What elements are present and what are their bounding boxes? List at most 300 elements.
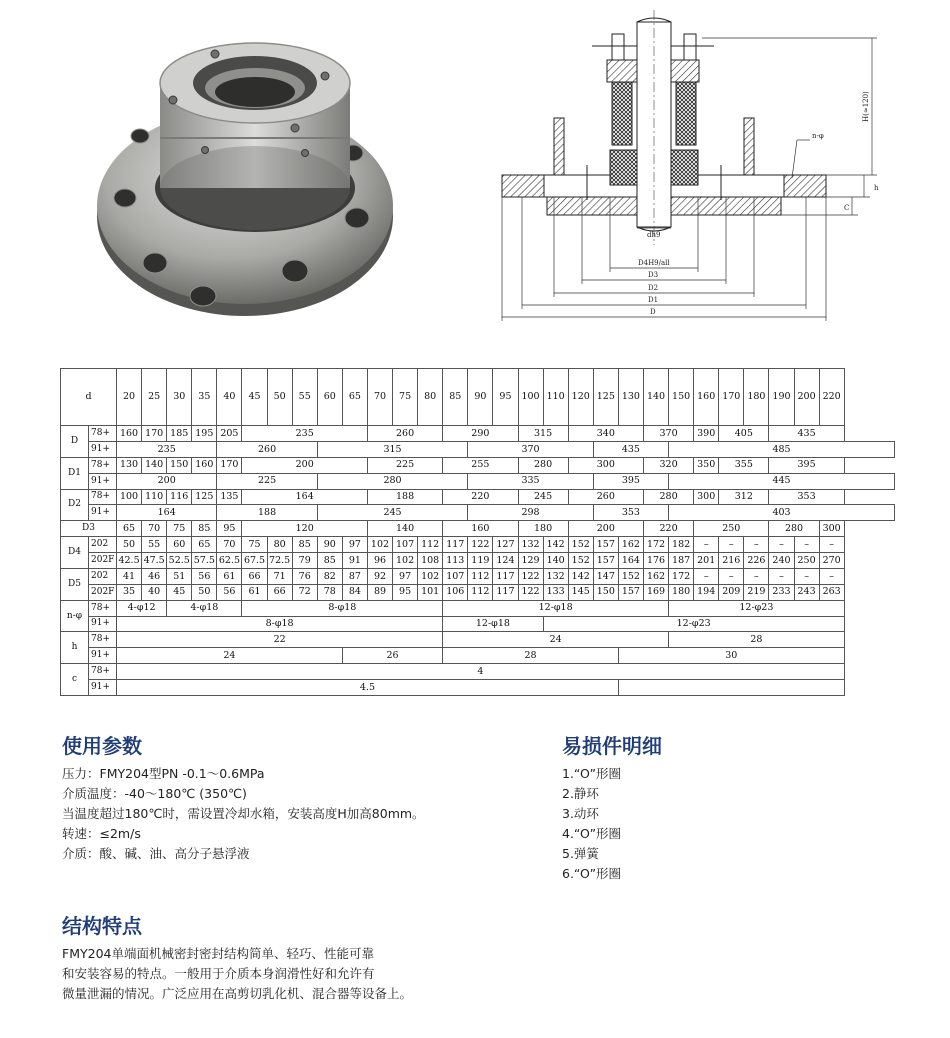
- table-cell: 110: [142, 489, 167, 505]
- label-d1: D1: [648, 296, 659, 304]
- table-cell: 24: [117, 648, 343, 664]
- header-cell: 125: [593, 369, 618, 426]
- header-cell: 80: [418, 369, 443, 426]
- table-cell: 107: [393, 537, 418, 553]
- table-cell: 150: [167, 457, 192, 473]
- table-cell: 157: [593, 537, 618, 553]
- table-cell: 180: [669, 584, 694, 600]
- table-cell: 67.5: [242, 553, 267, 569]
- cross-section-drawing: [492, 10, 892, 328]
- table-cell: 390: [694, 426, 719, 442]
- table-cell: 45: [167, 584, 192, 600]
- label-d: D: [650, 308, 656, 316]
- table-cell: 435: [593, 441, 668, 457]
- table-cell: 12-φ23: [543, 616, 844, 632]
- table-cell: 147: [593, 568, 618, 584]
- table-cell: 127: [493, 537, 518, 553]
- table-cell: 315: [518, 426, 568, 442]
- table-cell: 75: [242, 537, 267, 553]
- table-cell: 28: [443, 648, 619, 664]
- table-cell: 145: [568, 584, 593, 600]
- table-cell: 140: [367, 521, 442, 537]
- table-cell: 4.5: [117, 680, 619, 696]
- row-label: h: [61, 632, 89, 664]
- row-label: D: [61, 426, 89, 458]
- table-cell: 42.5: [117, 553, 142, 569]
- table-cell: 260: [568, 489, 643, 505]
- table-cell: 298: [468, 505, 593, 521]
- wear-part-item: 4.“O”形圈: [562, 826, 622, 841]
- table-cell: 50: [192, 584, 217, 600]
- table-cell: 315: [317, 441, 468, 457]
- header-cell: 70: [367, 369, 392, 426]
- table-cell: 125: [192, 489, 217, 505]
- header-cell: 35: [192, 369, 217, 426]
- table-cell: 117: [443, 537, 468, 553]
- table-cell: 201: [694, 553, 719, 569]
- table-cell: 205: [217, 426, 242, 442]
- table-cell: 4-φ18: [167, 600, 242, 616]
- table-cell: 160: [192, 457, 217, 473]
- table-header-row: [61, 369, 895, 426]
- table-cell: 117: [493, 568, 518, 584]
- table-row: [61, 521, 895, 537]
- table-cell: 340: [568, 426, 643, 442]
- label-dh9: dh9: [647, 231, 661, 239]
- row-label: D4: [61, 537, 89, 569]
- label-H: H(≈120): [862, 91, 870, 122]
- table-cell: 122: [518, 584, 543, 600]
- table-cell: 122: [518, 568, 543, 584]
- row-sublabel: 91+: [89, 616, 117, 632]
- table-cell: 140: [543, 553, 568, 569]
- header-cell: 100: [518, 369, 543, 426]
- table-cell: 142: [543, 537, 568, 553]
- usage-list: [62, 764, 425, 864]
- table-cell: 57.5: [192, 553, 217, 569]
- structure-line: FMY204单端面机械密封密封结构简单、轻巧、性能可靠: [62, 946, 374, 961]
- header-cell: 50: [267, 369, 292, 426]
- table-cell: 164: [242, 489, 367, 505]
- table-cell: 245: [518, 489, 568, 505]
- table-cell: 250: [794, 553, 819, 569]
- table-cell: 225: [217, 473, 317, 489]
- table-cell: 87: [342, 568, 367, 584]
- wear-part-item: 1.“O”形圈: [562, 766, 622, 781]
- table-cell: 370: [643, 426, 693, 442]
- table-cell: 250: [694, 521, 769, 537]
- table-row: [61, 648, 895, 664]
- table-cell: 172: [669, 568, 694, 584]
- table-cell: 280: [518, 457, 568, 473]
- row-sublabel: 91+: [89, 680, 117, 696]
- table-cell: 22: [117, 632, 443, 648]
- wear-part-item: 5.弹簧: [562, 846, 599, 861]
- label-d2: D2: [648, 284, 659, 292]
- header-cell: 55: [292, 369, 317, 426]
- table-cell: 405: [719, 426, 769, 442]
- row-sublabel: 202F: [89, 553, 117, 569]
- table-cell: 395: [593, 473, 668, 489]
- wear-parts-list: [562, 764, 621, 884]
- table-cell: 120: [242, 521, 367, 537]
- table-cell: 113: [443, 553, 468, 569]
- row-sublabel: 78+: [89, 489, 117, 505]
- table-cell: 51: [167, 568, 192, 584]
- table-cell: 142: [568, 568, 593, 584]
- table-cell: 106: [443, 584, 468, 600]
- table-cell: 300: [819, 521, 844, 537]
- table-cell: 270: [819, 553, 844, 569]
- table-row: [61, 664, 895, 680]
- header-cell: 170: [719, 369, 744, 426]
- table-cell: 255: [443, 457, 518, 473]
- table-cell: 52.5: [167, 553, 192, 569]
- spec-table-body: [61, 369, 895, 696]
- table-row: [61, 584, 895, 600]
- table-cell: 435: [769, 426, 844, 442]
- table-cell: 96: [367, 553, 392, 569]
- product-photo: [95, 38, 425, 323]
- header-cell: 25: [142, 369, 167, 426]
- table-cell: 132: [543, 568, 568, 584]
- table-cell: 445: [669, 473, 895, 489]
- table-cell: 162: [643, 568, 668, 584]
- table-cell: 102: [393, 553, 418, 569]
- row-sublabel: 91+: [89, 505, 117, 521]
- table-cell: 4-φ12: [117, 600, 167, 616]
- table-cell: 194: [694, 584, 719, 600]
- table-row: [61, 600, 895, 616]
- table-cell: 66: [267, 584, 292, 600]
- table-row: [61, 568, 895, 584]
- table-cell: 320: [643, 457, 693, 473]
- structure-line: 和安装容易的特点。一般用于介质本身润滑性好和允许有: [62, 966, 375, 981]
- header-cell: 65: [342, 369, 367, 426]
- header-cell: 160: [694, 369, 719, 426]
- table-cell: 176: [643, 553, 668, 569]
- row-sublabel: 91+: [89, 473, 117, 489]
- table-cell: 200: [568, 521, 643, 537]
- table-cell: 235: [242, 426, 367, 442]
- table-cell: 355: [719, 457, 769, 473]
- table-cell: –: [819, 537, 844, 553]
- table-cell: 46: [142, 568, 167, 584]
- usage-title: 使用参数: [62, 734, 142, 758]
- table-cell: 65: [192, 537, 217, 553]
- table-cell: 260: [217, 441, 317, 457]
- table-cell: 116: [167, 489, 192, 505]
- table-cell: 129: [518, 553, 543, 569]
- structure-line: 微量泄漏的情况。广泛应用在高剪切乳化机、混合器等设备上。: [62, 986, 413, 1001]
- table-cell: 187: [669, 553, 694, 569]
- table-cell: 41: [117, 568, 142, 584]
- usage-line: 压力：FMY204型PN -0.1～0.6MPa: [62, 766, 265, 781]
- table-cell: 157: [593, 553, 618, 569]
- table-cell: 61: [217, 568, 242, 584]
- table-cell: 353: [593, 505, 668, 521]
- table-cell: 245: [317, 505, 468, 521]
- table-cell: 8-φ18: [117, 616, 443, 632]
- table-cell: –: [744, 537, 769, 553]
- table-cell: 395: [769, 457, 844, 473]
- table-cell: 312: [719, 489, 769, 505]
- header-cell: 130: [618, 369, 643, 426]
- table-cell: 300: [568, 457, 643, 473]
- table-cell: 200: [242, 457, 367, 473]
- row-sublabel: 91+: [89, 648, 117, 664]
- table-cell: 240: [769, 553, 794, 569]
- table-cell: 56: [217, 584, 242, 600]
- row-sublabel: 78+: [89, 600, 117, 616]
- table-cell: 180: [518, 521, 568, 537]
- row-label: D5: [61, 568, 89, 600]
- spec-table: [60, 368, 895, 696]
- usage-line: 转速：≤2m/s: [62, 826, 141, 841]
- wear-part-item: 6.“O”形圈: [562, 866, 622, 881]
- table-cell: –: [694, 537, 719, 553]
- table-cell: 335: [468, 473, 593, 489]
- table-cell: 55: [142, 537, 167, 553]
- header-cell: 180: [744, 369, 769, 426]
- table-cell: 170: [142, 426, 167, 442]
- table-cell: 108: [418, 553, 443, 569]
- table-cell: 157: [618, 584, 643, 600]
- header-cell: 85: [443, 369, 468, 426]
- table-row: [61, 632, 895, 648]
- table-cell: 290: [443, 426, 518, 442]
- header-cell: 120: [568, 369, 593, 426]
- table-cell: 160: [443, 521, 518, 537]
- table-row: [61, 489, 895, 505]
- table-cell: 4: [117, 664, 845, 680]
- table-cell: –: [769, 537, 794, 553]
- table-cell: 40: [142, 584, 167, 600]
- row-label: D3: [61, 521, 117, 537]
- table-cell: 89: [367, 584, 392, 600]
- table-cell: 119: [468, 553, 493, 569]
- table-cell: 170: [217, 457, 242, 473]
- table-cell: 219: [744, 584, 769, 600]
- wear-part-item: 2.静环: [562, 786, 599, 801]
- header-cell: 95: [493, 369, 518, 426]
- row-sublabel: 202: [89, 537, 117, 553]
- table-cell: 220: [643, 521, 693, 537]
- table-cell: 12-φ18: [443, 616, 543, 632]
- usage-line: 介质：酸、碱、油、高分子悬浮液: [62, 846, 250, 861]
- row-label: D2: [61, 489, 89, 521]
- table-cell: –: [819, 568, 844, 584]
- structure-text: [62, 944, 412, 1004]
- label-h: h: [874, 184, 879, 192]
- table-cell: 95: [393, 584, 418, 600]
- table-cell: 185: [167, 426, 192, 442]
- table-cell: 188: [217, 505, 317, 521]
- header-cell: 110: [543, 369, 568, 426]
- table-cell: 90: [317, 537, 342, 553]
- table-cell: 60: [167, 537, 192, 553]
- table-cell: 85: [317, 553, 342, 569]
- table-cell: 47.5: [142, 553, 167, 569]
- table-cell: 85: [292, 537, 317, 553]
- table-row: [61, 457, 895, 473]
- table-cell: [618, 680, 844, 696]
- header-cell: 90: [468, 369, 493, 426]
- table-cell: 195: [192, 426, 217, 442]
- table-cell: 172: [643, 537, 668, 553]
- table-cell: 152: [568, 537, 593, 553]
- table-cell: 122: [468, 537, 493, 553]
- table-cell: 84: [342, 584, 367, 600]
- label-n-phi: n-φ: [812, 132, 824, 140]
- table-cell: 280: [317, 473, 468, 489]
- table-cell: 280: [643, 489, 693, 505]
- table-cell: 260: [367, 426, 442, 442]
- table-cell: 235: [117, 441, 217, 457]
- table-row: [61, 426, 895, 442]
- header-cell: 60: [317, 369, 342, 426]
- table-cell: 162: [618, 537, 643, 553]
- table-cell: –: [694, 568, 719, 584]
- table-cell: 200: [117, 473, 217, 489]
- table-cell: 135: [217, 489, 242, 505]
- table-cell: 24: [443, 632, 669, 648]
- table-cell: 65: [117, 521, 142, 537]
- table-cell: –: [794, 568, 819, 584]
- label-d4: D4H9/all: [638, 259, 670, 267]
- table-cell: –: [719, 537, 744, 553]
- table-cell: 100: [117, 489, 142, 505]
- table-cell: 152: [568, 553, 593, 569]
- header-cell: 75: [393, 369, 418, 426]
- table-cell: 95: [217, 521, 242, 537]
- table-cell: 124: [493, 553, 518, 569]
- header-cell: 220: [819, 369, 844, 426]
- table-cell: 403: [669, 505, 895, 521]
- usage-line: 当温度超过180℃时，需设置冷却水箱，安装高度H加高80mm。: [62, 806, 425, 821]
- table-cell: 97: [393, 568, 418, 584]
- table-cell: 97: [342, 537, 367, 553]
- label-c: C: [844, 204, 850, 212]
- table-cell: 70: [217, 537, 242, 553]
- table-cell: 132: [518, 537, 543, 553]
- table-cell: 71: [267, 568, 292, 584]
- table-cell: 169: [643, 584, 668, 600]
- table-cell: –: [794, 537, 819, 553]
- table-cell: 182: [669, 537, 694, 553]
- header-cell: 200: [794, 369, 819, 426]
- row-sublabel: 78+: [89, 426, 117, 442]
- table-cell: 220: [443, 489, 518, 505]
- row-sublabel: 202F: [89, 584, 117, 600]
- row-label: n-φ: [61, 600, 89, 632]
- usage-line: 介质温度：-40～180℃ (350℃): [62, 786, 247, 801]
- table-cell: 225: [367, 457, 442, 473]
- header-d: d: [61, 369, 117, 426]
- table-cell: 117: [493, 584, 518, 600]
- table-cell: 164: [618, 553, 643, 569]
- table-cell: 62.5: [217, 553, 242, 569]
- table-cell: 50: [117, 537, 142, 553]
- row-label: c: [61, 664, 89, 696]
- table-cell: 91: [342, 553, 367, 569]
- row-sublabel: 78+: [89, 632, 117, 648]
- table-cell: 8-φ18: [242, 600, 443, 616]
- table-cell: 485: [669, 441, 895, 457]
- table-cell: 150: [593, 584, 618, 600]
- table-cell: 102: [418, 568, 443, 584]
- table-cell: 112: [418, 537, 443, 553]
- table-row: [61, 537, 895, 553]
- table-cell: 209: [719, 584, 744, 600]
- header-cell: 45: [242, 369, 267, 426]
- table-cell: 370: [468, 441, 593, 457]
- table-row: [61, 473, 895, 489]
- table-cell: 26: [342, 648, 442, 664]
- table-cell: 66: [242, 568, 267, 584]
- table-cell: 140: [142, 457, 167, 473]
- table-cell: 30: [618, 648, 844, 664]
- table-row: [61, 505, 895, 521]
- header-cell: 150: [669, 369, 694, 426]
- wear-parts-title: 易损件明细: [562, 734, 662, 758]
- table-cell: 70: [142, 521, 167, 537]
- table-cell: 350: [694, 457, 719, 473]
- table-row: [61, 616, 895, 632]
- table-cell: 300: [694, 489, 719, 505]
- row-sublabel: 91+: [89, 441, 117, 457]
- table-cell: 82: [317, 568, 342, 584]
- table-cell: 353: [769, 489, 844, 505]
- table-cell: 75: [167, 521, 192, 537]
- table-cell: –: [769, 568, 794, 584]
- table-row: [61, 553, 895, 569]
- row-sublabel: 78+: [89, 457, 117, 473]
- row-sublabel: 78+: [89, 664, 117, 680]
- table-cell: 280: [769, 521, 819, 537]
- table-cell: 78: [317, 584, 342, 600]
- table-cell: 12-φ23: [669, 600, 845, 616]
- table-cell: 76: [292, 568, 317, 584]
- table-row: [61, 680, 895, 696]
- header-cell: 190: [769, 369, 794, 426]
- header-cell: 140: [643, 369, 668, 426]
- table-cell: 79: [292, 553, 317, 569]
- wear-part-item: 3.动环: [562, 806, 599, 821]
- table-cell: 56: [192, 568, 217, 584]
- table-cell: 85: [192, 521, 217, 537]
- table-cell: 92: [367, 568, 392, 584]
- header-cell: 40: [217, 369, 242, 426]
- header-cell: 20: [117, 369, 142, 426]
- table-cell: 130: [117, 457, 142, 473]
- table-cell: 12-φ18: [443, 600, 669, 616]
- table-cell: 112: [468, 568, 493, 584]
- table-cell: 35: [117, 584, 142, 600]
- table-cell: 72: [292, 584, 317, 600]
- table-cell: 112: [468, 584, 493, 600]
- table-cell: 101: [418, 584, 443, 600]
- table-cell: 226: [744, 553, 769, 569]
- label-d3: D3: [648, 271, 659, 279]
- structure-title: 结构特点: [62, 914, 142, 938]
- header-cell: 30: [167, 369, 192, 426]
- table-cell: 28: [669, 632, 845, 648]
- table-cell: 233: [769, 584, 794, 600]
- table-cell: 164: [117, 505, 217, 521]
- table-cell: 133: [543, 584, 568, 600]
- row-sublabel: 202: [89, 568, 117, 584]
